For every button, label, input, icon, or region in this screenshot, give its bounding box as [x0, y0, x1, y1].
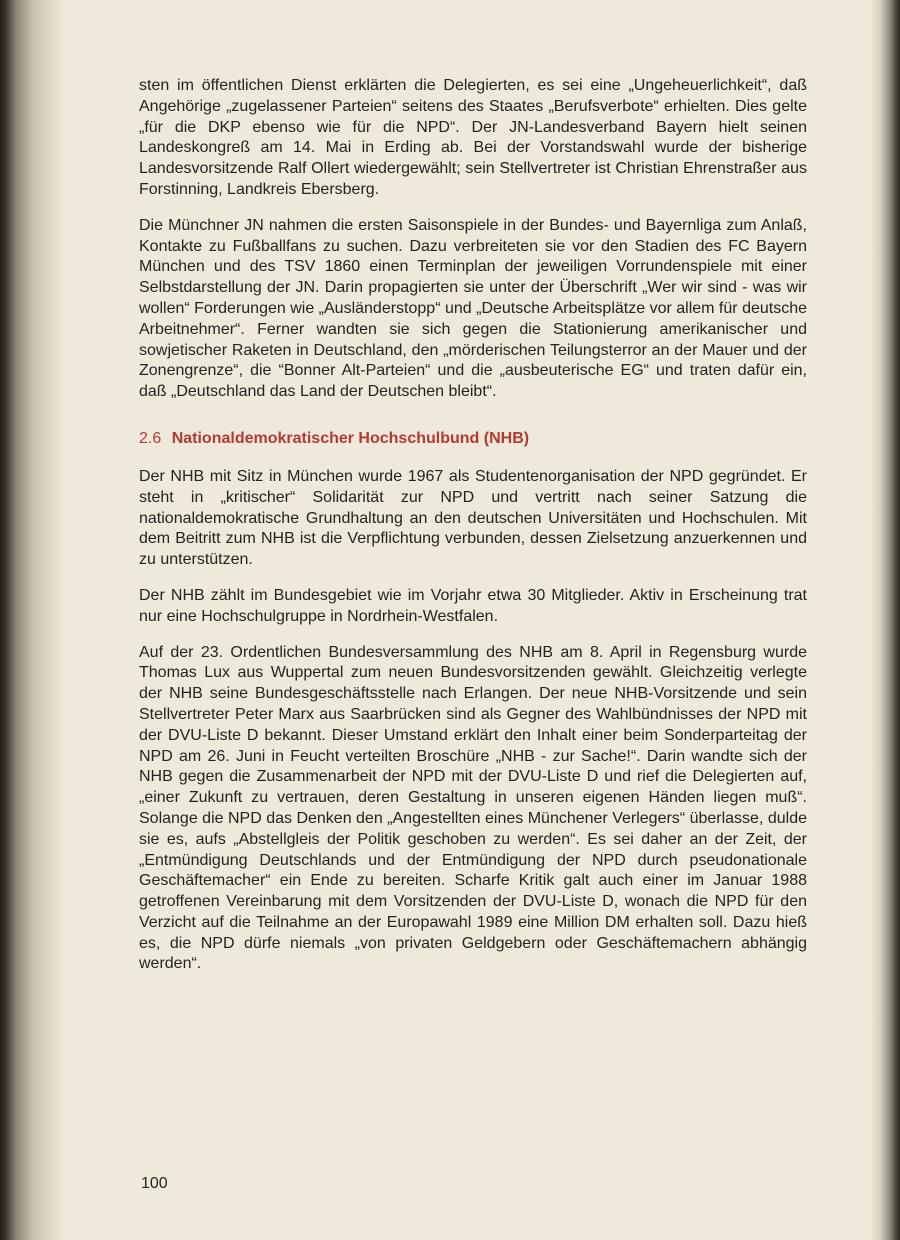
book-binding-shadow	[0, 0, 64, 1240]
page-edge-shadow	[870, 0, 900, 1240]
paragraph-nhb-assembly: Auf der 23. Ordentlichen Bundesversammlung des NHB am 8. April in Regensburg wurde Thomas Lux aus Wuppertal zum neuen Bundesvorsitzenden gewählt. Gleichzeitig verlegte der NHB seine Bundesgeschäftsstelle nach Erlangen. Der neue NHB-Vorsitzende und sein Stellvertreter Peter Marx aus Saarbrücken sind als Gegner des Wahlbündnisses der NPD mit der DVU-Liste D bekannt. Dieser Umstand erklärt den Inhalt einer beim Sonderparteitag der NPD am 26. Juni in Feucht verteilten Broschüre „NHB - zur Sache!“. Darin wandte sich der NHB gegen die Zusammenarbeit der NPD mit der DVU-Liste D und rief die Delegierten auf, „einer Zukunft zu vertrauen, deren Gestaltung in unseren eigenen Händen liegen muß“. Solange die NPD das Denken den „Angestellten eines Münchener Verlegers“ überlasse, dulde sie es, aufs „Abstellgleis der Politik geschoben zu werden“. Es sei daher an der Zeit, der „Entmündigung Deutschlands und der Entmündigung der NPD durch pseudonationale Geschäftemacher“ ein Ende zu bereiten. Scharfe Kritik galt auch einer im Januar 1988 getroffenen Vereinbarung mit dem Vorsitzenden der DVU-Liste D, wonach die NPD für den Verzicht auf die Teilnahme an der Europawahl 1989 eine Million DM erhalten soll. Dazu hieß es, die NPD dürfe niemals „von privaten Geldgebern oder Geschäftemachern abhängig werden“.	[139, 643, 807, 973]
paragraph-nhb-members: Der NHB zählt im Bundesgebiet wie im Vorjahr etwa 30 Mitglieder. Aktiv in Erscheinung trat nur eine Hochschulgruppe in Nordrhein-Westfalen.	[139, 586, 807, 625]
paragraph-jn-football-fans: Die Münchner JN nahmen die ersten Saisonspiele in der Bundes- und Bayernliga zum Anlaß, Kontakte zu Fußballfans zu suchen. Dazu verbreiteten sie vor den Stadien des FC Bayern München und des TSV 1860 einen Terminplan der jeweiligen Vorrundenspiele mit einer Selbstdarstellung der JN. Darin propagierten sie unter der Überschrift „Wer wir sind - was wir wollen“ Forderungen wie „Ausländerstopp“ und „Deutsche Arbeitsplätze vor allem für deutsche Arbeitnehmer“. Ferner wandten sie sich gegen die Stationierung amerikanischer und sowjetischer Raketen in Deutschland, den „mörderischen Teilungsterror an der Mauer und der Zonengrenze“, die “Bonner Alt-Parteien“ und die „ausbeuterische EG“ und traten dafür ein, daß „Deutschland das Land der Deutschen bleibt“.	[139, 216, 807, 401]
section-title: Nationaldemokratischer Hochschulbund (NHB)	[171, 429, 530, 447]
section-heading	[139, 429, 807, 449]
section-number: 2.6	[139, 429, 162, 447]
page-number: 100	[141, 1175, 168, 1192]
paragraph-jn-delegates: sten im öffentlichen Dienst erklärten die Delegierten, es sei eine „Ungeheuerlichkeit“, daß Angehörige „zugelassener Parteien“ seitens des Staates „Berufsverbote“ erhielten. Dies gelte „für die DKP ebenso wie für die NPD“. Der JN-Landesverband Bayern hielt seinen Landeskongreß am 14. Mai in Erding ab. Bei der Vorstandswahl wurde der bisherige Landesvorsitzende Ralf Ollert wiedergewählt; sein Stellvertreter ist Christian Ehrenstraßer aus Forstinning, Landkreis Ebersberg.	[139, 77, 807, 198]
page-text-column	[139, 76, 807, 975]
paragraph-nhb-founding: Der NHB mit Sitz in München wurde 1967 als Studentenorganisation der NPD gegründet. Er steht in „kritischer“ Solidarität zur NPD und vertritt nach seiner Satzung die nationaldemokratische Grundhaltung an den deutschen Universitäten und Hochschulen. Mit dem Beitritt zum NHB ist die Verpflichtung verbunden, dessen Zielsetzung anzuerkennen und zu unterstützen.	[139, 467, 807, 569]
